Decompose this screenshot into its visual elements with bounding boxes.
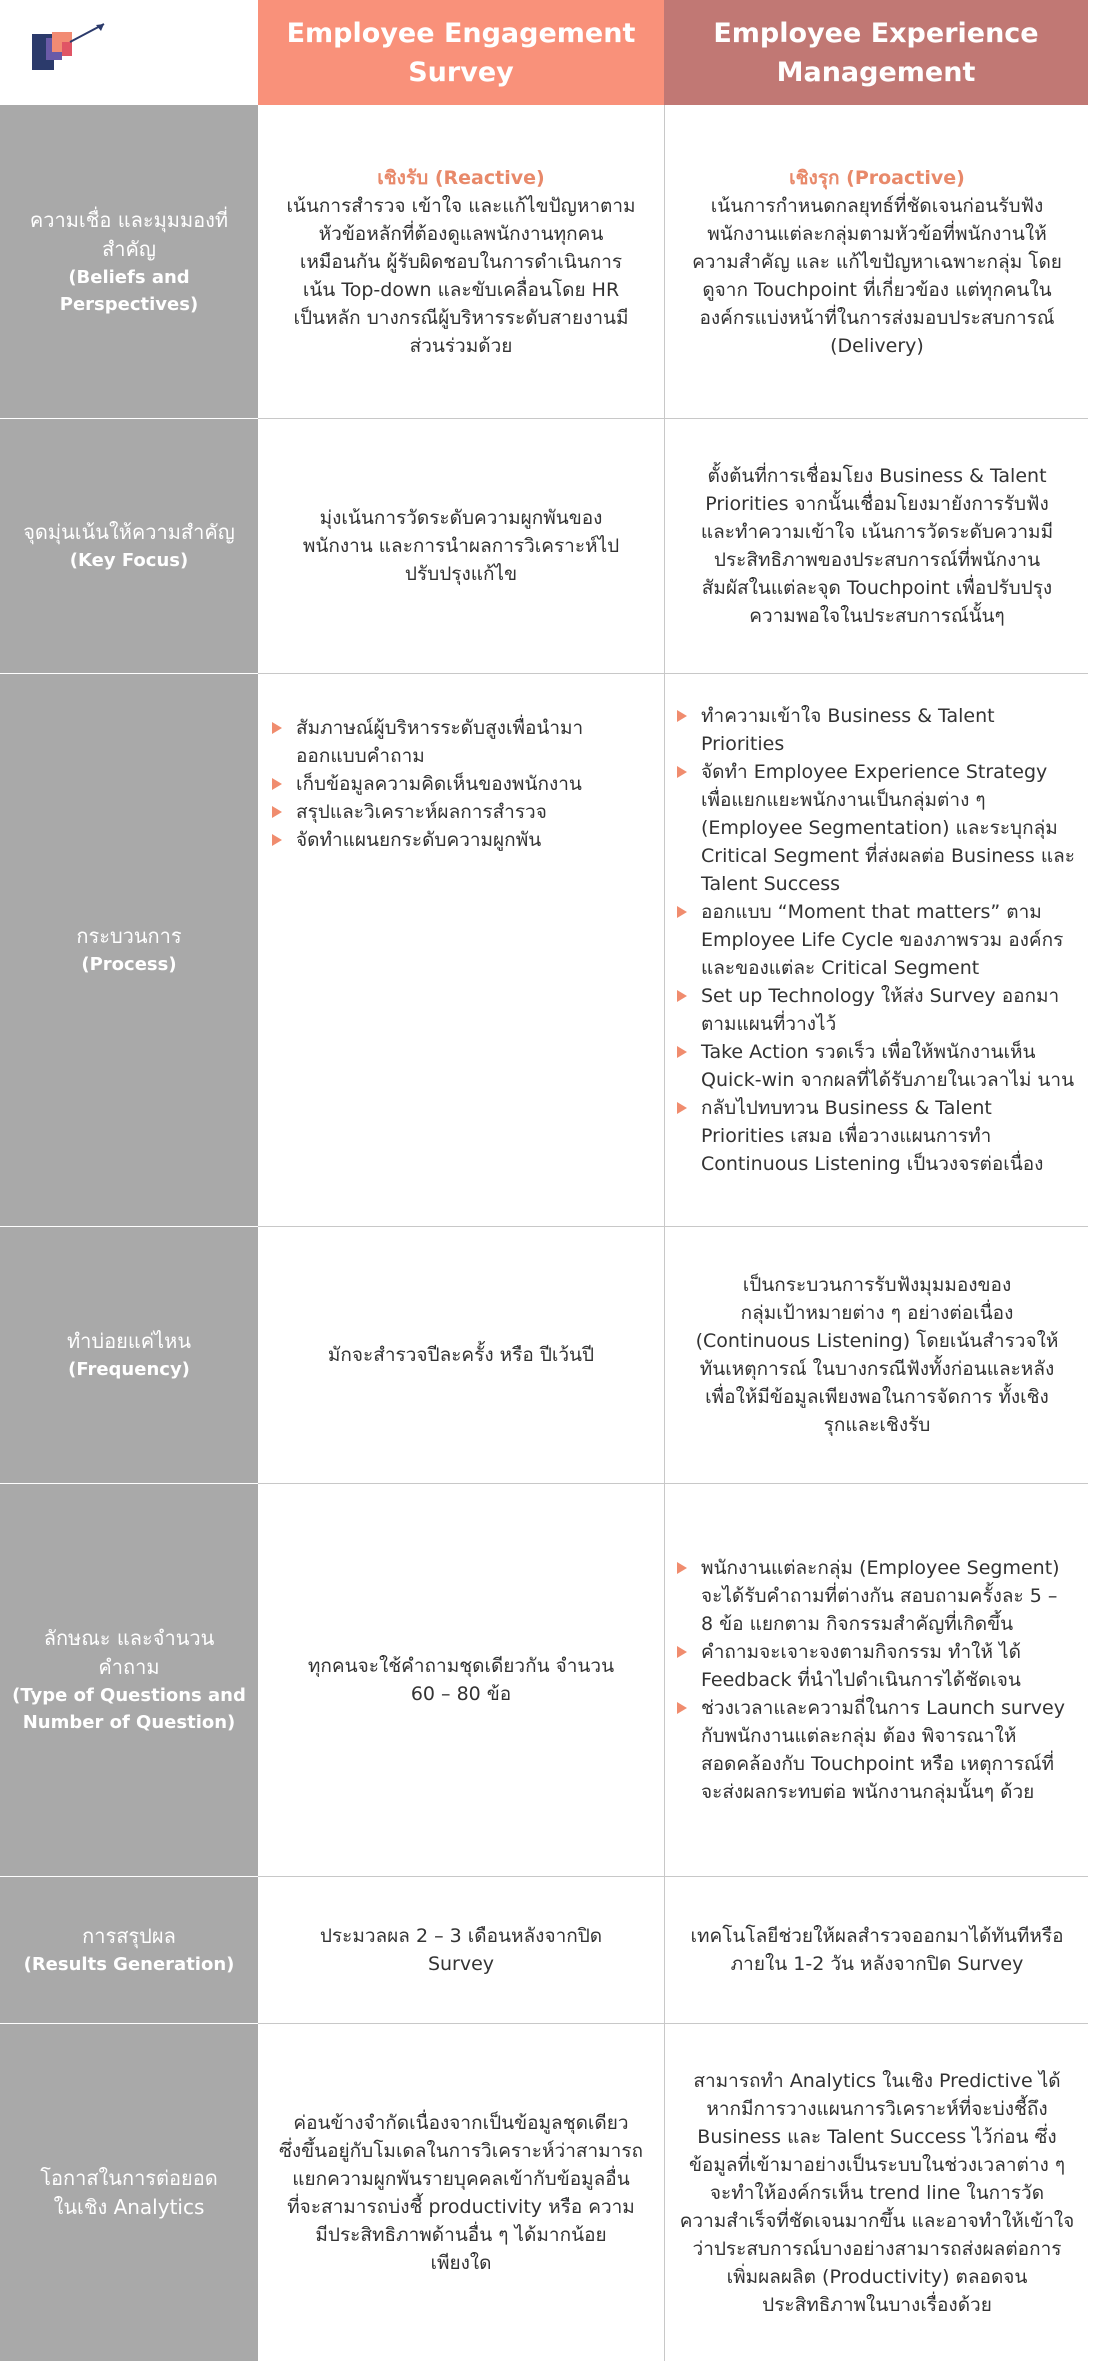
label-th: ทำบ่อยแค่ไหน [66,1329,192,1353]
cell-line: เน้นการสำรวจ เข้าใจ และแก้ไขปัญหาตาม [286,194,636,217]
label-en: (Process) [81,954,177,975]
header-col1-line1: Employee Engagement [286,17,636,49]
cell-line: เทคโนโลยีช่วยให้ผลสำรวจออกมาได้ทันทีหรือ [690,1925,1064,1947]
label-en: Perspectives) [59,293,199,315]
row-process [0,674,1088,1226]
label-en: (Key Focus) [69,550,189,571]
label-en: (Type of Questions and [12,1685,246,1706]
list-item: ช่วงเวลาและความถี่ในการ Launch survey กับพนักงานแต่ละกลุ่ม ต้อง พิจารณาให้สอดคล้องกับ Touchpoint หรือ เหตุการณ์ที่จะส่งผลกระทบต่อ พนักงานกลุ่มนั้นๆ ด้วย [675,1694,1075,1806]
cell-experience [665,419,1089,673]
cell-line: มักจะสำรวจปีละครั้ง หรือ ปีเว้นปี [327,1344,595,1366]
label-en: (Results Generation) [23,1954,235,1975]
cell-line: (Delivery) [830,334,924,357]
cell-experience [665,2024,1089,2361]
list-item: ทำความเข้าใจ Business & Talent Priorities [675,702,1075,758]
row-label [0,419,258,673]
cell-line: หัวข้อหลักที่ต้องดูแลพนักงานทุกคน [318,222,604,245]
cell-experience [665,105,1089,418]
logo-cell [0,0,258,105]
cell-line: Business และ Talent Success ไว้ก่อน ซึ่ง [697,2125,1057,2148]
row-questions [0,1484,1088,1876]
row-label [0,1877,258,2023]
list-item: Set up Technology ให้ส่ง Survey ออกมาตามแผนที่วางไว้ [675,982,1075,1038]
cell-line: Priorities จากนั้นเชื่อมโยงมายังการรับฟัง [705,493,1049,515]
process-list [675,702,1075,1178]
cell-line: ประสิทธิภาพในบางเรื่องด้วย [762,2293,992,2316]
cell-line: กลุ่มเป้าหมายต่าง ๆ อย่างต่อเนื่อง [740,1302,1014,1324]
label-th: สำคัญ [102,236,156,261]
label-th: ความเชื่อ และมุมมองที่ [29,207,229,232]
list-item: จัดทำ Employee Experience Strategy เพื่อแยกแยะพนักงานเป็นกลุ่มต่าง ๆ (Employee Segmentation) และระบุกลุ่ม Critical Segment ที่ส่งผลต่อ Business และ Talent Success [675,758,1075,898]
cell-heading: เชิงรับ (Reactive) [377,166,545,189]
cell-line: เป็นกระบวนการรับฟังมุมมองของ [742,1274,1012,1296]
cell-line: มุ่งเน้นการวัดระดับความผูกพันของ [319,507,603,529]
list-item: กลับไปทบทวน Business & Talent Priorities เสมอ เพื่อวางแผนการทำ Continuous Listening เป็นวงจรต่อเนื่อง [675,1094,1075,1178]
cell-line: ปรับปรุงแก้ไข [404,563,518,585]
process-list [270,714,640,854]
cell-line: ที่จะสามารถบ่งชี้ productivity หรือ ความ [287,2195,635,2218]
cell-line: ทุกคนจะใช้คำถามชุดเดียวกัน จำนวน [307,1655,615,1677]
cell-line: เหมือนกัน ผู้รับผิดชอบในการดำเนินการ [299,250,623,273]
label-en: (Frequency) [68,1359,190,1380]
header-engagement-survey [258,0,664,105]
cell-line: สามารถทำ Analytics ในเชิง Predictive ได้ [693,2069,1061,2092]
cell-line: พนักงานแต่ละกลุ่มตามหัวข้อที่พนักงานให้ [707,222,1047,245]
label-en: Number of Question) [22,1712,236,1733]
cell-line: แยกความผูกพันรายบุคคลเข้ากับข้อมูลอื่น [292,2167,630,2190]
cell-line: เพื่อให้มีข้อมูลเพียงพอในการจัดการ ทั้งเชิง [705,1386,1049,1408]
list-item: สัมภาษณ์ผู้บริหารระดับสูงเพื่อนำมา ออกแบบคำถาม [270,714,640,770]
row-label [0,2024,258,2361]
cell-line: ทันเหตุการณ์ ในบางกรณีฟังทั้งก่อนและหลัง [699,1358,1055,1380]
row-label [0,105,258,418]
cell-line: พนักงาน และการนำผลการวิเคราะห์ไป [302,535,620,557]
cell-experience [665,1227,1089,1483]
label-th: คำถาม [98,1655,160,1679]
header-col2-line2: Management [776,56,976,88]
cell-experience [665,674,1089,1226]
cell-line: และทำความเข้าใจ เน้นการวัดระดับความมี [700,521,1054,543]
cell-engagement [258,419,664,673]
cell-line: หากมีการวางแผนการวิเคราะห์ที่จะบ่งชี้ถึง [706,2097,1048,2120]
cell-line: ประสิทธิภาพของประสบการณ์ที่พนักงาน [713,549,1041,571]
list-item: Take Action รวดเร็ว เพื่อให้พนักงานเห็น Quick-win จากผลที่ได้รับภายในเวลาไม่ นาน [675,1038,1075,1094]
cell-engagement [258,674,664,1226]
row-key-focus [0,419,1088,673]
label-th: จุดมุ่นเน้นให้ความสำคัญ [23,520,235,544]
questions-list [675,1554,1075,1806]
cell-experience [665,1877,1089,2023]
list-item: ออกแบบ “Moment that matters” ตาม Employee Life Cycle ของภาพรวม องค์กร และของแต่ละ Critical Segment [675,898,1075,982]
cell-line: เน้น Top-down และขับเคลื่อนโดย HR [302,278,620,301]
cell-line: ว่าประสบการณ์บางอย่างสามารถส่งผลต่อการ [692,2237,1062,2260]
header-experience-management [664,0,1088,105]
row-frequency [0,1227,1088,1483]
cell-engagement [258,1484,664,1876]
row-label [0,1484,258,1876]
label-th: กระบวนการ [76,924,182,948]
cell-line: 60 – 80 ข้อ [410,1683,512,1705]
cell-line: ตั้งต้นที่การเชื่อมโยง Business & Talent [707,465,1047,487]
label-en: (Beliefs and [68,266,190,288]
list-item: เก็บข้อมูลความคิดเห็นของพนักงาน [270,770,640,798]
cell-line: จะทำให้องค์กรเห็น trend line ในการวัด [709,2181,1045,2204]
label-th: ลักษณะ และจำนวน [43,1626,215,1650]
cell-line: Survey [427,1953,495,1975]
list-item: คำถามจะเจาะจงตามกิจกรรม ทำให้ ได้ Feedback ที่นำไปดำเนินการได้ชัดเจน [675,1638,1075,1694]
label-th: ในเชิง Analytics [53,2194,205,2219]
cell-engagement [258,105,664,418]
cell-line: ภายใน 1-2 วัน หลังจากปิด Survey [730,1953,1024,1975]
row-analytics [0,2024,1088,2361]
cell-line: ความสำเร็จที่ชัดเจนมากขึ้น และอาจทำให้เข้าใจ [679,2209,1075,2232]
cell-experience [665,1484,1089,1876]
cell-line: ดูจาก Touchpoint ที่เกี่ยวข้อง แต่ทุกคนใน [702,278,1052,301]
cell-line: ข้อมูลที่เข้ามาอย่างเป็นระบบในช่วงเวลาต่าง ๆ [688,2153,1066,2176]
cell-line: ความสำคัญ และ แก้ไขปัญหาเฉพาะกลุ่ม โดย [692,250,1062,273]
list-item: พนักงานแต่ละกลุ่ม (Employee Segment) จะได้รับคำถามที่ต่างกัน สอบถามครั้งละ 5 – 8 ข้อ แยกตาม กิจกรรมสำคัญที่เกิดขึ้น [675,1554,1075,1638]
row-label [0,1227,258,1483]
label-th: การสรุปผล [82,1924,176,1948]
header-col1-line2: Survey [408,56,514,88]
row-label [0,674,258,1226]
cell-line: ประมวลผล 2 – 3 เดือนหลังจากปิด [319,1925,603,1947]
cell-line: สัมผัสในแต่ละจุด Touchpoint เพื่อปรับปรุง [701,577,1053,599]
cell-line: เป็นหลัก บางกรณีผู้บริหารระดับสายงานมี [293,306,629,329]
cell-line: เพียงใด [430,2251,492,2274]
cell-line: ความพอใจในประสบการณ์นั้นๆ [749,605,1005,627]
row-beliefs [0,105,1088,418]
row-results [0,1877,1088,2023]
list-item: จัดทำแผนยกระดับความผูกพัน [270,826,640,854]
cell-engagement [258,2024,664,2361]
cell-line: เน้นการกำหนดกลยุทธ์ที่ชัดเจนก่อนรับฟัง [710,194,1044,217]
header-col2-line1: Employee Experience [713,17,1039,49]
label-th: โอกาสในการต่อยอด [40,2165,218,2190]
cell-heading: เชิงรุก (Proactive) [789,166,965,189]
cell-line: ส่วนร่วมด้วย [409,334,513,357]
cell-engagement [258,1877,664,2023]
cell-line: เพิ่มผลผลิต (Productivity) ตลอดจน [726,2265,1028,2288]
logo-icon [32,22,112,82]
cell-engagement [258,1227,664,1483]
cell-line: องค์กรแบ่งหน้าที่ในการส่งมอบประสบการณ์ [699,306,1055,329]
cell-line: (Continuous Listening) โดยเน้นสำรวจให้ [695,1330,1059,1352]
cell-line: รุกและเชิงรับ [823,1414,931,1436]
list-item: สรุปและวิเคราะห์ผลการสำรวจ [270,798,640,826]
cell-line: ซึ่งขึ้นอยู่กับโมเดลในการวิเคราะห์ว่าสามารถ [278,2139,644,2162]
cell-line: มีประสิทธิภาพด้านอื่น ๆ ได้มากน้อย [315,2223,607,2246]
cell-line: ค่อนข้างจำกัดเนื่องจากเป็นข้อมูลชุดเดียว [293,2111,629,2134]
